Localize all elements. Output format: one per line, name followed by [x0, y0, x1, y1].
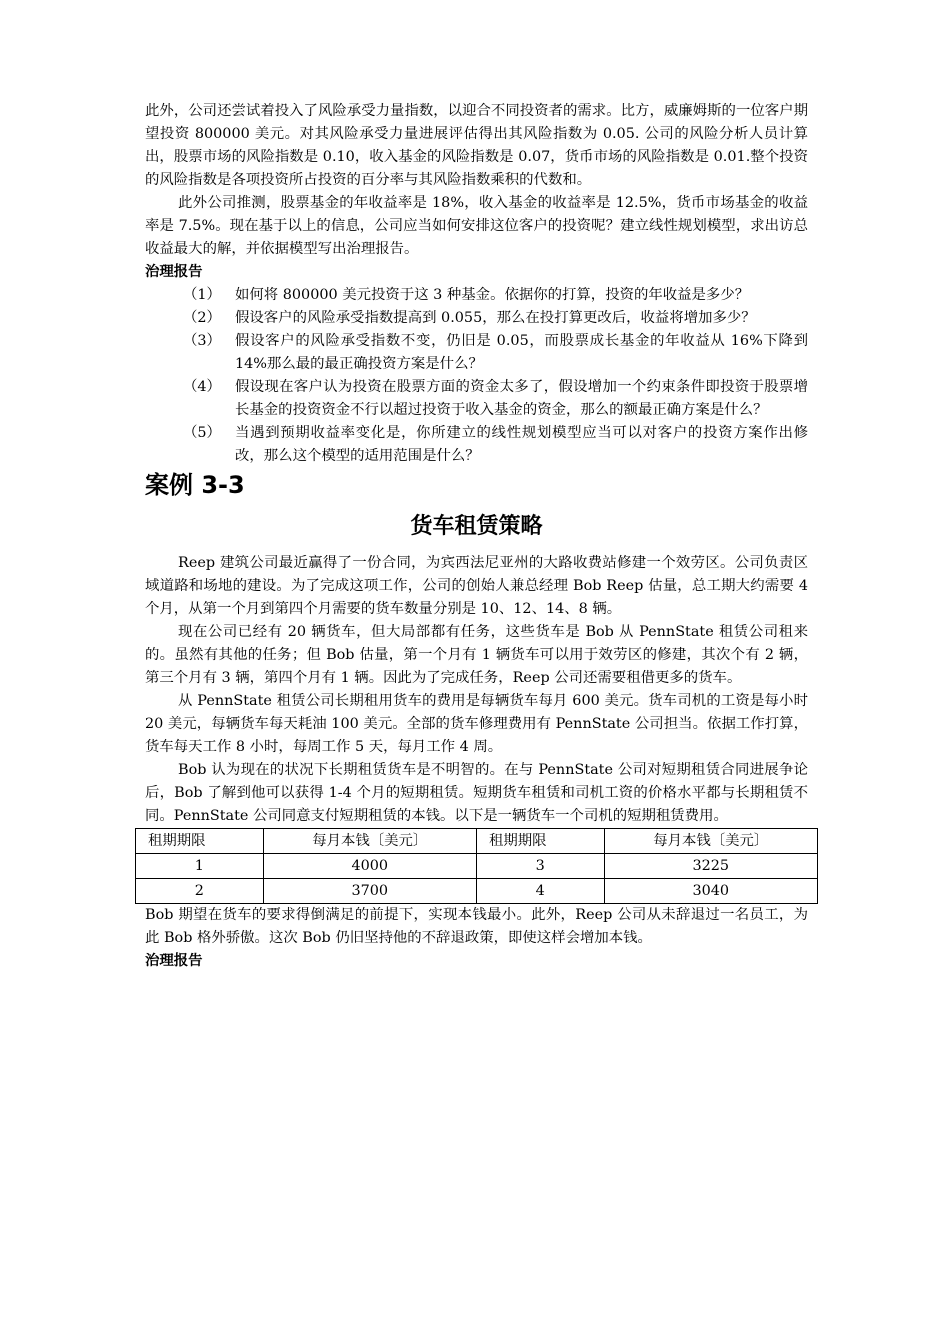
table-header-cell: 每月本钱〔美元〕 [604, 829, 817, 854]
table-cell: 1 [136, 854, 264, 879]
intro-paragraph-2: 此外公司推测，股票基金的年收益率是 18%，收入基金的收益率是 12.5%，货币市场基金的收益率是 7.5%。现在基于以上的信息，公司应当如何安排这位客户的投资呢？建立线性规划模型，求出访总收益最大的解，并依据模型写出治理报告。 [145, 195, 808, 257]
case-label: 案例 3-3 [145, 471, 245, 499]
table-row [136, 854, 818, 879]
case-after-table: Bob 期望在货车的要求得倒满足的前提下，实现本钱最小。此外，Reep 公司从未辞退过一名员工，为此 Bob 格外骄傲。这次 Bob 仍旧坚持他的不辞退政策，即使这样会增加本钱。 [145, 907, 808, 946]
report-question [145, 330, 808, 376]
document-page [145, 100, 808, 973]
case-paragraph-2: 现在公司已经有 20 辆货车，但大局部都有任务，这些货车是 Bob 从 PennState 租赁公司租来的。虽然有其他的任务；但 Bob 估量，第一个月有 1 辆货车可以用于效劳区的修建，其次个有 2 辆，第三个月有 3 辆，第四个月有 1 辆。因此为了完成任务，Reep 公司还需要租借更多的货车。 [145, 624, 808, 686]
case-paragraph-4: Bob 认为现在的状况下长期租赁货车是不明智的。在与 PennState 公司对短期租赁合同进展争论后，Bob 了解到他可以获得 1-4 个月的短期租赁。短期货车租赁和司机工资的价格水平都与长期租赁不同。PennState 公司同意支付短期租赁的本钱。以下是一辆货车一个司机的短期租赁费用。 [145, 762, 808, 824]
case-paragraph-1: Reep 建筑公司最近赢得了一份合同，为宾西法尼亚州的大路收费站修建一个效劳区。公司负责区域道路和场地的建设。为了完成这项工作，公司的创始人兼总经理 Bob Reep 估量，总工期大约需要 4 个月，从第一个月到第四个月需要的货车数量分别是 10、12、14、8 辆。 [145, 555, 808, 617]
table-cell: 4000 [263, 854, 476, 879]
table-cell: 2 [136, 879, 264, 904]
table-cell: 4 [476, 879, 604, 904]
report-question [145, 307, 808, 330]
table-row [136, 879, 818, 904]
table-header-cell: 租期期限 [136, 829, 264, 854]
report-question-list [145, 284, 808, 468]
report-question [145, 422, 808, 468]
report-question [145, 284, 808, 307]
question-number: （4） [183, 379, 221, 395]
table-cell: 3040 [604, 879, 817, 904]
question-text: 当遇到预期收益率变化是，你所建立的线性规划模型应当可以对客户的投资方案作出修改，那么这个模型的适用范围是什么？ [235, 425, 808, 464]
question-number: （5） [183, 425, 221, 441]
question-number: （1） [183, 287, 221, 303]
report-question [145, 376, 808, 422]
question-number: （3） [183, 333, 221, 349]
intro-paragraph-1: 此外，公司还尝试着投入了风险承受力量指数，以迎合不同投资者的需求。比方，威廉姆斯的一位客户期望投资 800000 美元。对其风险承受力量进展评估得出其风险指数为 0.05. 公司的风险分析人员计算出，股票市场的风险指数是 0.10，收入基金的风险指数是 0.07，货币市场的风险指数是 0.01.整个投资的风险指数是各项投资所占投资的百分率与其风险指数乘积的代数和。 [145, 103, 808, 188]
table-header-row [136, 829, 818, 854]
report-heading-2: 治理报告 [145, 953, 203, 969]
table-header-cell: 每月本钱〔美元〕 [263, 829, 476, 854]
report-heading: 治理报告 [145, 264, 203, 280]
question-text: 假设客户的风险承受指数不变，仍旧是 0.05，而股票成长基金的年收益从 16%下降到 14%那么最的最正确投资方案是什么？ [235, 333, 808, 372]
question-text: 假设现在客户认为投资在股票方面的资金太多了，假设增加一个约束条件即投资于股票增长基金的投资资金不行以超过投资于收入基金的资金，那么的额最正确方案是什么？ [235, 379, 808, 418]
case-title: 货车租赁策略 [410, 514, 543, 539]
table-cell: 3225 [604, 854, 817, 879]
question-text: 假设客户的风险承受指数提高到 0.055，那么在投打算更改后，收益将增加多少？ [235, 310, 756, 326]
question-number: （2） [183, 310, 221, 326]
rental-cost-table [135, 828, 818, 904]
case-paragraph-3: 从 PennState 租赁公司长期租用货车的费用是每辆货车每月 600 美元。货车司机的工资是每小时 20 美元，每辆货车每天耗油 100 美元。全部的货车修理费用有 PennState 公司担当。依据工作打算，货车每天工作 8 小时，每周工作 5 天，每月工作 4 周。 [145, 693, 808, 755]
question-text: 如何将 800000 美元投资于这 3 种基金。依据你的打算，投资的年收益是多少？ [235, 287, 750, 303]
table-cell: 3700 [263, 879, 476, 904]
table-cell: 3 [476, 854, 604, 879]
table-header-cell: 租期期限 [476, 829, 604, 854]
rental-cost-table-wrap [135, 828, 818, 904]
